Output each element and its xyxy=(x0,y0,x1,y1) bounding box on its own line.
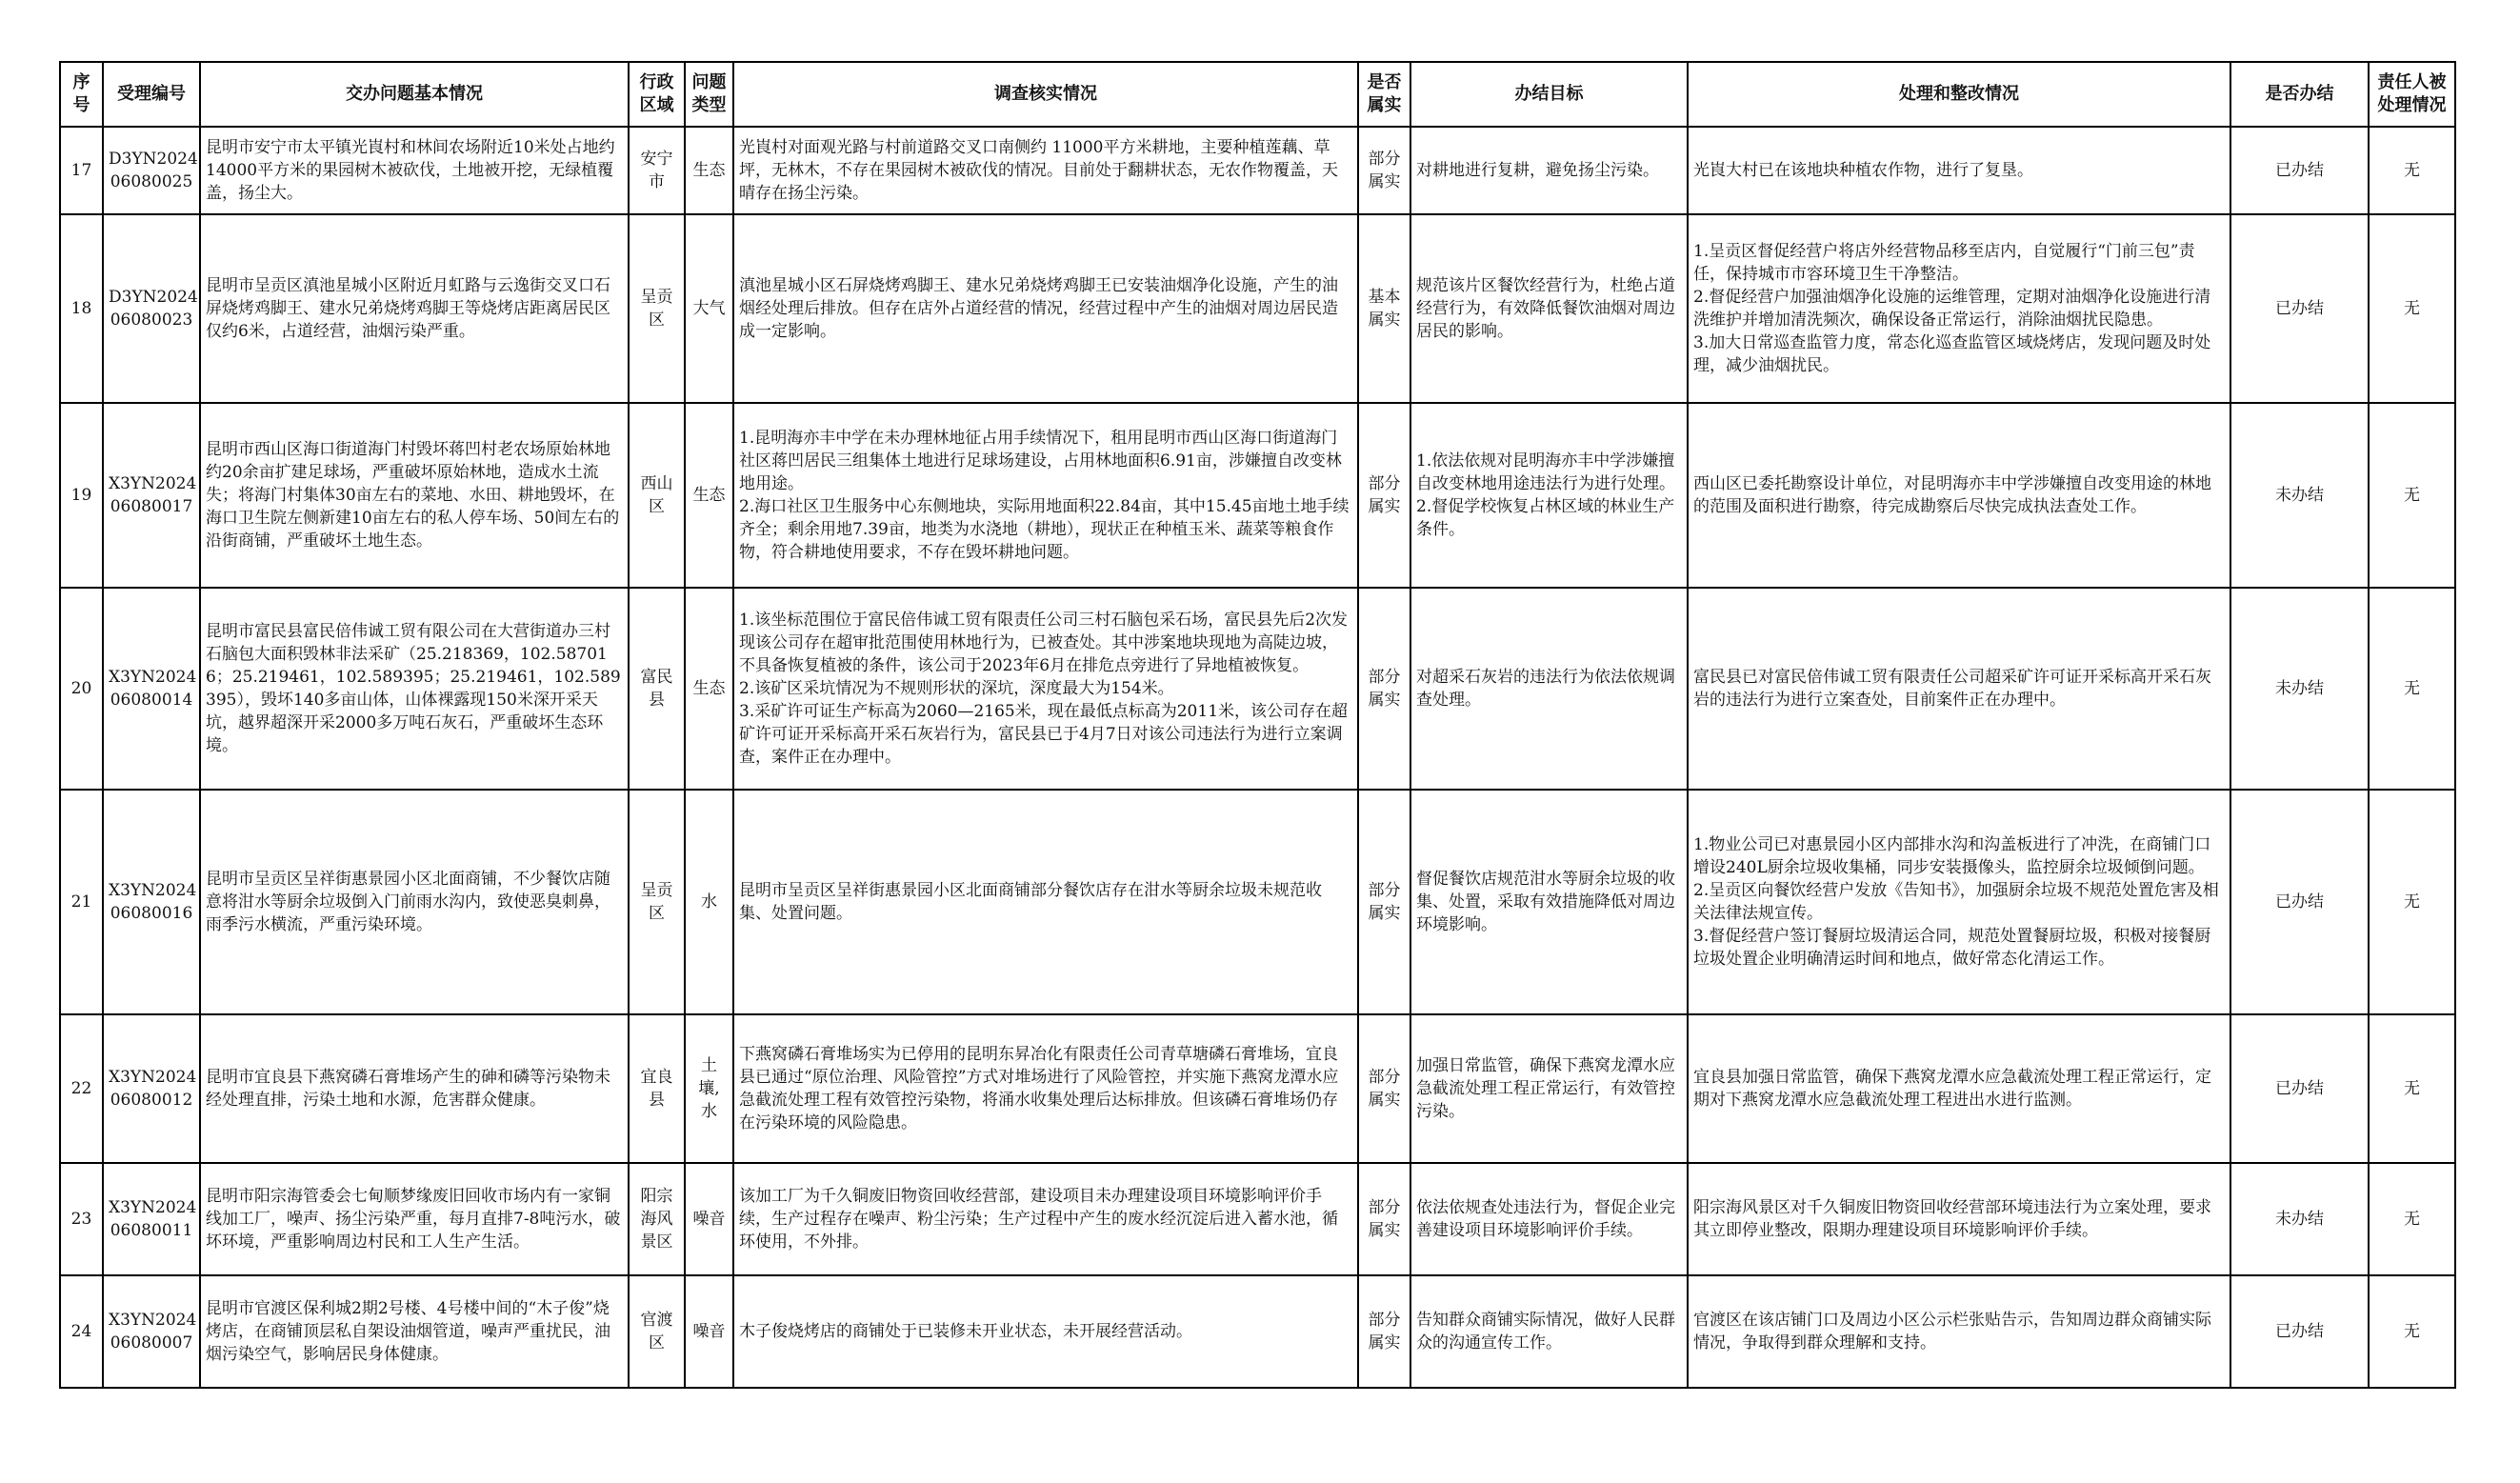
cell-handling xyxy=(1688,214,2230,403)
cell-handling xyxy=(1688,1014,2230,1163)
cell-verified: 部分属实 xyxy=(1358,127,1410,214)
cell-goal-line: 1.依法依规对昆明海亦丰中学涉嫌擅自改变林地用途违法行为进行处理。 xyxy=(1416,451,1675,493)
cell-handling xyxy=(1688,1163,2230,1275)
header-type: 问题类型 xyxy=(685,62,733,127)
cell-verified: 部分属实 xyxy=(1358,1014,1410,1163)
cell-verified: 部分属实 xyxy=(1358,1275,1410,1388)
cell-type: 水 xyxy=(685,790,733,1014)
cell-type: 生态 xyxy=(685,588,733,790)
cell-problem: 昆明市安宁市太平镇光崀村和林间农场附近10米处占地约14000平方米的果园树木被砍伐，土地被开挖，无绿植覆盖，扬尘大。 xyxy=(200,127,629,214)
cell-verified: 部分属实 xyxy=(1358,403,1410,588)
cell-type: 生态 xyxy=(685,127,733,214)
cell-closed: 已办结 xyxy=(2230,1275,2369,1388)
table-body xyxy=(60,127,2455,1388)
cell-closed: 已办结 xyxy=(2230,790,2369,1014)
cell-accountability: 无 xyxy=(2369,1014,2455,1163)
cell-seq: 18 xyxy=(60,214,103,403)
cell-verified: 部分属实 xyxy=(1358,588,1410,790)
cell-investigation-line: 1.昆明海亦丰中学在未办理林地征占用手续情况下，租用昆明市西山区海口街道海门社区蒋凹居民三组集体土地进行足球场建设，占用林地面积6.91亩，涉嫌擅自改变林地用途。 xyxy=(739,429,1342,493)
cell-handling-line: 1.物业公司已对惠景园小区内部排水沟和沟盖板进行了冲洗，在商铺门口增设240L厨余垃圾收集桶，同步安装摄像头，监控厨余垃圾倾倒问题。 xyxy=(1693,835,2211,877)
cell-seq: 23 xyxy=(60,1163,103,1275)
cell-accountability: 无 xyxy=(2369,127,2455,214)
cell-handling xyxy=(1688,588,2230,790)
header-verified: 是否属实 xyxy=(1358,62,1410,127)
table-row xyxy=(60,214,2455,403)
cell-handling-line: 官渡区在该店铺门口及周边小区公示栏张贴告示，告知周边群众商铺实际情况，争取得到群众理解和支持。 xyxy=(1693,1311,2211,1353)
cell-investigation xyxy=(733,214,1358,403)
cell-accountability: 无 xyxy=(2369,214,2455,403)
cell-investigation-line: 2.该矿区采坑情况为不规则形状的深坑，深度最大为154米。 xyxy=(739,679,1174,698)
cell-investigation xyxy=(733,588,1358,790)
cell-region: 呈贡区 xyxy=(629,790,685,1014)
cell-type: 噪音 xyxy=(685,1163,733,1275)
cell-region: 阳宗海风景区 xyxy=(629,1163,685,1275)
table-row xyxy=(60,588,2455,790)
cell-goal-line: 告知群众商铺实际情况，做好人民群众的沟通宣传工作。 xyxy=(1416,1311,1675,1353)
cell-region: 呈贡区 xyxy=(629,214,685,403)
cell-closed: 已办结 xyxy=(2230,214,2369,403)
cell-id: D3YN2024 06080025 xyxy=(103,127,200,214)
cell-accountability: 无 xyxy=(2369,588,2455,790)
cell-goal xyxy=(1410,127,1688,214)
cell-region: 官渡区 xyxy=(629,1275,685,1388)
table-row xyxy=(60,1275,2455,1388)
cell-investigation xyxy=(733,1014,1358,1163)
cell-goal-line: 对耕地进行复耕，避免扬尘污染。 xyxy=(1416,161,1659,180)
cell-handling-line: 西山区已委托勘察设计单位，对昆明海亦丰中学涉嫌擅自改变用途的林地的范围及面积进行勘察，待完成勘察后尽快完成执法查处工作。 xyxy=(1693,474,2211,516)
header-goal: 办结目标 xyxy=(1410,62,1688,127)
cell-handling xyxy=(1688,127,2230,214)
cell-closed: 未办结 xyxy=(2230,588,2369,790)
cell-goal xyxy=(1410,214,1688,403)
table-row xyxy=(60,790,2455,1014)
cell-handling-line: 光崀大村已在该地块种植农作物，进行了复垦。 xyxy=(1693,161,2033,180)
cell-seq: 17 xyxy=(60,127,103,214)
header-seq: 序号 xyxy=(60,62,103,127)
complaint-table xyxy=(59,61,2456,1389)
cell-problem: 昆明市官渡区保利城2期2号楼、4号楼中间的“木子俊”烧烤店，在商铺顶层私自架设油烟管道，噪声严重扰民，油烟污染空气，影响居民身体健康。 xyxy=(200,1275,629,1388)
cell-seq: 20 xyxy=(60,588,103,790)
table-row xyxy=(60,127,2455,214)
cell-type: 大气 xyxy=(685,214,733,403)
cell-id: X3YN2024 06080017 xyxy=(103,403,200,588)
cell-region: 富民县 xyxy=(629,588,685,790)
cell-accountability: 无 xyxy=(2369,1275,2455,1388)
cell-investigation xyxy=(733,127,1358,214)
cell-goal-line: 督促餐饮店规范泔水等厨余垃圾的收集、处置，采取有效措施降低对周边环境影响。 xyxy=(1416,870,1675,934)
cell-problem: 昆明市呈贡区滇池星城小区附近月虹路与云逸街交叉口石屏烧烤鸡脚王、建水兄弟烧烤鸡脚王等烧烤店距离居民区仅约6米，占道经营，油烟污染严重。 xyxy=(200,214,629,403)
cell-goal-line: 规范该片区餐饮经营行为，杜绝占道经营行为，有效降低餐饮油烟对周边居民的影响。 xyxy=(1416,276,1675,341)
cell-investigation xyxy=(733,790,1358,1014)
cell-accountability: 无 xyxy=(2369,403,2455,588)
header-id: 受理编号 xyxy=(103,62,200,127)
header-investigation: 调查核实情况 xyxy=(733,62,1358,127)
cell-handling-line: 2.督促经营户加强油烟净化设施的运维管理，定期对油烟净化设施进行清洗维护并增加清洗频次，确保设备正常运行，消除油烟扰民隐患。 xyxy=(1693,288,2211,330)
cell-verified: 基本属实 xyxy=(1358,214,1410,403)
cell-handling xyxy=(1688,790,2230,1014)
cell-type: 土壤,水 xyxy=(685,1014,733,1163)
cell-region: 西山区 xyxy=(629,403,685,588)
cell-investigation-line: 2.海口社区卫生服务中心东侧地块，实际用地面积22.84亩，其中15.45亩地土地手续齐全；剩余用地7.39亩，地类为水浇地（耕地），现状正在种植玉米、蔬菜等粮食作物，符合耕地使用要求，不存在毁坏耕地问题。 xyxy=(739,497,1350,562)
cell-closed: 未办结 xyxy=(2230,1163,2369,1275)
cell-handling-line: 宜良县加强日常监管，确保下燕窝龙潭水应急截流处理工程正常运行，定期对下燕窝龙潭水应急截流处理工程进出水进行监测。 xyxy=(1693,1068,2211,1110)
cell-handling-line: 富民县已对富民倍伟诚工贸有限责任公司超采矿许可证开采标高开采石灰岩的违法行为进行立案查处，目前案件正在办理中。 xyxy=(1693,668,2211,710)
cell-id: X3YN2024 06080016 xyxy=(103,790,200,1014)
cell-seq: 19 xyxy=(60,403,103,588)
cell-goal xyxy=(1410,1275,1688,1388)
cell-goal-line: 加强日常监管，确保下燕窝龙潭水应急截流处理工程正常运行，有效管控污染。 xyxy=(1416,1056,1675,1121)
cell-problem: 昆明市西山区海口街道海门村毁坏蒋凹村老农场原始林地约20余亩扩建足球场，严重破坏原始林地，造成水土流失；将海门村集体30亩左右的菜地、水田、耕地毁坏，在海口卫生院左侧新建10亩左右的私人停车场、50间左右的沿街商铺，严重破坏土地生态。 xyxy=(200,403,629,588)
cell-verified: 部分属实 xyxy=(1358,1163,1410,1275)
cell-goal-line: 依法依规查处违法行为，督促企业完善建设项目环境影响评价手续。 xyxy=(1416,1198,1675,1240)
cell-accountability: 无 xyxy=(2369,790,2455,1014)
cell-goal-line: 2.督促学校恢复占林区域的林业生产条件。 xyxy=(1416,497,1675,539)
cell-goal xyxy=(1410,790,1688,1014)
cell-goal xyxy=(1410,1014,1688,1163)
cell-id: D3YN2024 06080023 xyxy=(103,214,200,403)
table-row xyxy=(60,403,2455,588)
cell-investigation xyxy=(733,403,1358,588)
cell-id: X3YN2024 06080014 xyxy=(103,588,200,790)
cell-verified: 部分属实 xyxy=(1358,790,1410,1014)
cell-investigation xyxy=(733,1275,1358,1388)
header-closed: 是否办结 xyxy=(2230,62,2369,127)
cell-handling-line: 1.呈贡区督促经营户将店外经营物品移至店内，自觉履行“门前三包”责任，保持城市市容环境卫生干净整洁。 xyxy=(1693,242,2195,284)
cell-investigation-line: 光崀村对面观光路与村前道路交叉口南侧约 11000平方米耕地，主要种植莲藕、草坪，无林木，不存在果园树木被砍伐的情况。目前处于翻耕状态，无农作物覆盖，天晴存在扬尘污染。 xyxy=(739,138,1338,203)
cell-closed: 未办结 xyxy=(2230,403,2369,588)
cell-type: 噪音 xyxy=(685,1275,733,1388)
cell-goal xyxy=(1410,403,1688,588)
cell-handling xyxy=(1688,1275,2230,1388)
cell-handling xyxy=(1688,403,2230,588)
cell-region: 宜良县 xyxy=(629,1014,685,1163)
cell-closed: 已办结 xyxy=(2230,1014,2369,1163)
cell-investigation-line: 下燕窝磷石膏堆场实为已停用的昆明东昇冶化有限责任公司青草塘磷石膏堆场，宜良县已通过“原位治理、风险管控”方式对堆场进行了风险管控，并实施下燕窝龙潭水应急截流处理工程有效管控污染物，将涌水收集处理后达标排放。但该磷石膏堆场仍存在污染环境的风险隐患。 xyxy=(739,1045,1339,1132)
cell-investigation xyxy=(733,1163,1358,1275)
cell-handling-line: 3.加大日常巡查监管力度，常态化巡查监管区域烧烤店，发现问题及时处理，减少油烟扰民。 xyxy=(1693,333,2211,375)
cell-region: 安宁市 xyxy=(629,127,685,214)
cell-investigation-line: 木子俊烧烤店的商铺处于已装修未开业状态，未开展经营活动。 xyxy=(739,1322,1192,1341)
cell-seq: 21 xyxy=(60,790,103,1014)
cell-investigation-line: 该加工厂为千久铜废旧物资回收经营部，建设项目未办理建设项目环境影响评价手续，生产过程存在噪声、粉尘污染；生产过程中产生的废水经沉淀后进入蓄水池，循环使用，不外排。 xyxy=(739,1187,1338,1252)
cell-handling-line: 阳宗海风景区对千久铜废旧物资回收经营部环境违法行为立案处理，要求其立即停业整改，限期办理建设项目环境影响评价手续。 xyxy=(1693,1198,2211,1240)
cell-id: X3YN2024 06080011 xyxy=(103,1163,200,1275)
cell-problem: 昆明市宜良县下燕窝磷石膏堆场产生的砷和磷等污染物未经处理直排，污染土地和水源，危害群众健康。 xyxy=(200,1014,629,1163)
table-row xyxy=(60,1014,2455,1163)
cell-type: 生态 xyxy=(685,403,733,588)
cell-seq: 24 xyxy=(60,1275,103,1388)
cell-accountability: 无 xyxy=(2369,1163,2455,1275)
cell-investigation-line: 昆明市呈贡区呈祥街惠景园小区北面商铺部分餐饮店存在泔水等厨余垃圾未规范收集、处置问题。 xyxy=(739,881,1322,923)
header-region: 行政区域 xyxy=(629,62,685,127)
cell-handling-line: 2.呈贡区向餐饮经营户发放《告知书》，加强厨余垃圾不规范处置危害及相关法律法规宣传。 xyxy=(1693,881,2219,923)
header-accountability: 责任人被处理情况 xyxy=(2369,62,2455,127)
cell-goal xyxy=(1410,1163,1688,1275)
header-problem: 交办问题基本情况 xyxy=(200,62,629,127)
cell-investigation-line: 1.该坐标范围位于富民倍伟诚工贸有限责任公司三村石脑包采石场，富民县先后2次发现该公司存在超审批范围使用林地行为，已被查处。其中涉案地块现地为高陡边坡，不具备恢复植被的条件，该公司于2023年6月在排危点旁进行了异地植被恢复。 xyxy=(739,611,1349,675)
table-row xyxy=(60,1163,2455,1275)
cell-id: X3YN2024 06080012 xyxy=(103,1014,200,1163)
cell-closed: 已办结 xyxy=(2230,127,2369,214)
cell-goal xyxy=(1410,588,1688,790)
cell-id: X3YN2024 06080007 xyxy=(103,1275,200,1388)
header-row xyxy=(60,62,2455,127)
cell-seq: 22 xyxy=(60,1014,103,1163)
cell-handling-line: 3.督促经营户签订餐厨垃圾清运合同，规范处置餐厨垃圾，积极对接餐厨垃圾处置企业明确清运时间和地点，做好常态化清运工作。 xyxy=(1693,927,2211,969)
cell-investigation-line: 滇池星城小区石屏烧烤鸡脚王、建水兄弟烧烤鸡脚王已安装油烟净化设施，产生的油烟经处理后排放。但存在店外占道经营的情况，经营过程中产生的油烟对周边居民造成一定影响。 xyxy=(739,276,1338,341)
cell-investigation-line: 3.采矿许可证生产标高为2060—2165米，现在最低点标高为2011米，该公司存在超矿许可证开采标高开采石灰岩行为，富民县已于4月7日对该公司违法行为进行立案调查，案件正在办理中。 xyxy=(739,702,1349,767)
cell-problem: 昆明市阳宗海管委会七甸顺梦缘废旧回收市场内有一家铜线加工厂，噪声、扬尘污染严重，每月直排7-8吨污水，破坏环境，严重影响周边村民和工人生产生活。 xyxy=(200,1163,629,1275)
cell-problem: 昆明市富民县富民倍伟诚工贸有限公司在大营街道办三村石脑包大面积毁林非法采矿（25.218369，102.587016；25.219461，102.589395；25.219461，102.589395），毁坏140多亩山体，山体裸露现150米深开采天坑，越界超深开采2000多万吨石灰石，严重破坏生态环境。 xyxy=(200,588,629,790)
cell-goal-line: 对超采石灰岩的违法行为依法依规调查处理。 xyxy=(1416,668,1675,710)
cell-problem: 昆明市呈贡区呈祥街惠景园小区北面商铺，不少餐饮店随意将泔水等厨余垃圾倒入门前雨水沟内，致使恶臭刺鼻，雨季污水横流，严重污染环境。 xyxy=(200,790,629,1014)
header-handling: 处理和整改情况 xyxy=(1688,62,2230,127)
